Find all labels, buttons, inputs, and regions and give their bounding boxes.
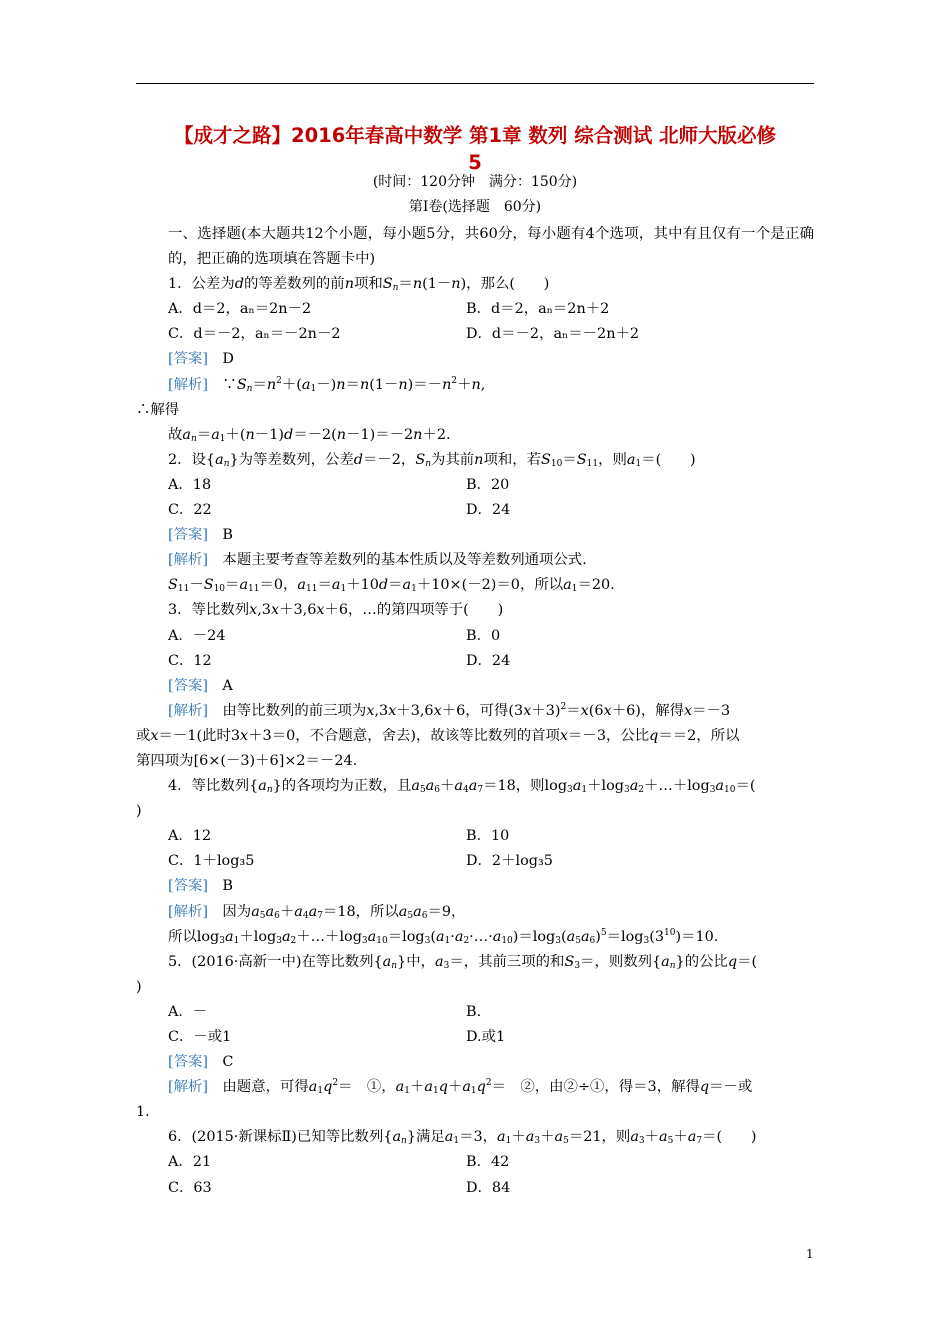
q6-option-a: A．21	[168, 1154, 212, 1171]
question-5: 5．(2016·高新一中)在等比数列$\{a_n\}$中，$a_3=$，其前三项的和$S_3=$，则数列$\{a_n\}$的公比q＝(	[168, 953, 758, 971]
analysis-tag: [解析]	[168, 552, 209, 569]
q5-answer	[136, 1050, 814, 1075]
q1-option-d: D．d＝－2，aₙ＝－2n＋2	[466, 326, 640, 343]
q1-analysis-step2: ∴解得	[136, 401, 180, 418]
header-rule	[136, 83, 814, 84]
q6-option-b: B．42	[466, 1154, 510, 1171]
analysis-tag: [解析]	[168, 702, 209, 719]
q1-answer	[136, 347, 814, 372]
analysis-tag: [解析]	[168, 903, 209, 920]
q3-option-c: C．12	[168, 652, 212, 669]
q1-option-b: B．d＝2，aₙ＝2n＋2	[466, 301, 610, 318]
answer-tag: [答案]	[168, 878, 209, 895]
q4-option-a: A．12	[168, 828, 212, 845]
q5-option-a: A．－	[168, 1003, 208, 1020]
q3-analysis: [解析] 由等比数列的前三项为x,3x＋3,6x＋6，可得$(3x+3)^2=x(6x+6)$，解得x＝－3	[168, 701, 731, 719]
q6-option-c: C．63	[168, 1179, 212, 1196]
q5-option-b: B.	[466, 1003, 482, 1020]
q1-analysis-step3: 故$a_n=a_1+(n-1)d=-2(n-1)=-2n+2$.	[168, 426, 451, 444]
question-3: 3．等比数列x,3x＋3,6x＋6，…的第四项等于( )	[168, 602, 504, 619]
q1-analysis: [解析] $\because S_n=n^2+(a_1-)n=n(1-n)=-n^2+n$,	[168, 375, 486, 394]
document-title	[136, 122, 814, 176]
q3-analysis-line3: 第四项为[6×(－3)＋6]×2＝－24.	[136, 752, 358, 769]
q6-options-cd	[136, 1176, 814, 1201]
q2-analysis-step2: $S_{11}-S_{10}=a_{11}=0$，$a_{11}=a_1+10d=a_1+10\times(-2)=0$，所以$a_1=20$.	[168, 577, 615, 595]
question-1: 1．公差为d的等差数列的前n项和$S_n=n(1-n)$，那么( )	[168, 276, 550, 294]
q4-option-c: C．1＋log₃5	[168, 853, 255, 870]
analysis-tag: [解析]	[168, 376, 209, 393]
q4-analysis-step2: 所以$\log_3a_1+\log_3a_2+\dots+\log_3a_{10}=\log_3(a_1\cdot a_2\cdot\dots\cdot a_{10})=\log_3(a_5a_6)^5=\log_3(3^{10})=10$.	[168, 927, 719, 946]
q2-option-c: C．22	[168, 502, 212, 519]
q3-options-cd	[136, 649, 814, 674]
q6-options-ab	[136, 1150, 814, 1175]
question-6: 6．(2015·新课标Ⅱ)已知等比数列$\{a_n\}$满足$a_1=3$，$a_1+a_3+a_5=21$，则$a_3+a_5+a_7=$( )	[168, 1129, 757, 1147]
q3-answer-value: A	[222, 677, 233, 694]
q3-answer	[136, 674, 814, 699]
q4-options-ab	[136, 824, 814, 849]
q1-option-a: A．d＝2，aₙ＝2n－2	[168, 301, 312, 318]
answer-tag: [答案]	[168, 527, 209, 544]
q4-option-d: D．2＋log₃5	[466, 853, 553, 870]
q6-option-d: D．84	[466, 1179, 511, 1196]
q3-option-b: B．0	[466, 627, 501, 644]
q1-options-cd	[136, 322, 814, 347]
question-2: 2．设$\{a_n\}$为等差数列，公差d＝－2，$S_n$为其前n项和，若$S_{10}=S_{11}$，则$a_1=$( )	[168, 451, 696, 469]
section-intro: 一、选择题(本大题共12个小题，每小题5分，共60分，每小题有4个选项，其中有且仅有一个是正确的，把正确的选项填在答题卡中)	[168, 226, 814, 268]
answer-tag: [答案]	[168, 1054, 209, 1071]
q5-analysis-line2: 1.	[136, 1104, 150, 1121]
analysis-tag: [解析]	[168, 1079, 209, 1096]
q2-option-a: A．18	[168, 476, 212, 493]
q3-analysis-line2: 或x＝－1(此时3x＋3＝0，不合题意，舍去)，故该等比数列的首项x＝－3，公比q＝＝2，所以	[136, 727, 740, 744]
q4-options-cd	[136, 849, 814, 874]
q2-options-ab	[136, 473, 814, 498]
q2-answer	[136, 523, 814, 548]
page-number: 1	[806, 1247, 814, 1261]
q5-answer-value: C	[222, 1054, 234, 1071]
q2-option-b: B．20	[466, 476, 510, 493]
q4-analysis: [解析] 因为$a_5a_6+a_4a_7=18$，所以$a_5a_6=9$，	[168, 903, 466, 921]
q1-option-c: C．d＝－2，aₙ＝－2n－2	[168, 326, 341, 343]
title-line-1: 【成才之路】2016年春高中数学 第1章 数列 综合测试 北师大版必修	[174, 124, 776, 147]
question-5-cont: )	[136, 978, 142, 995]
q5-option-d: D.或1	[466, 1029, 506, 1045]
q2-option-d: D．24	[466, 502, 511, 519]
answer-tag: [答案]	[168, 351, 209, 368]
question-4: 4．等比数列$\{a_n\}$的各项均为正数，且$a_5a_6+a_4a_7=18$，则$\log_3a_1+\log_3a_2+\dots+\log_3a_{10}=$(	[168, 778, 756, 796]
q1-answer-value: D	[222, 351, 234, 368]
question-4-cont: )	[136, 803, 142, 820]
q3-option-d: D．24	[466, 652, 511, 669]
q2-analysis	[136, 548, 814, 573]
q2-answer-value: B	[222, 527, 233, 544]
q5-options-ab	[136, 1000, 814, 1025]
q1-options-ab	[136, 297, 814, 322]
q5-options-cd	[136, 1025, 814, 1050]
q4-option-b: B．10	[466, 828, 510, 845]
document-body	[136, 222, 814, 1201]
q2-options-cd	[136, 498, 814, 523]
title-line-2: 5	[468, 151, 482, 174]
q5-analysis: [解析] 由题意，可得$a_1q^2=$ ①，$a_1+a_1q+a_1q^2=$ ②，由②÷①，得＝3，解得q＝－或	[168, 1078, 753, 1097]
q2-analysis-text: 本题主要考查等差数列的基本性质以及等差数列通项公式.	[222, 552, 587, 569]
time-info: (时间：120分钟 满分：150分)	[372, 174, 578, 190]
q3-option-a: A．－24	[168, 627, 226, 644]
q4-answer-value: B	[222, 878, 233, 895]
answer-tag: [答案]	[168, 677, 209, 694]
q5-option-c: C．－或1	[168, 1029, 232, 1045]
q4-answer	[136, 874, 814, 899]
part-heading: 第Ⅰ卷(选择题 60分)	[408, 199, 542, 215]
q3-options-ab	[136, 624, 814, 649]
